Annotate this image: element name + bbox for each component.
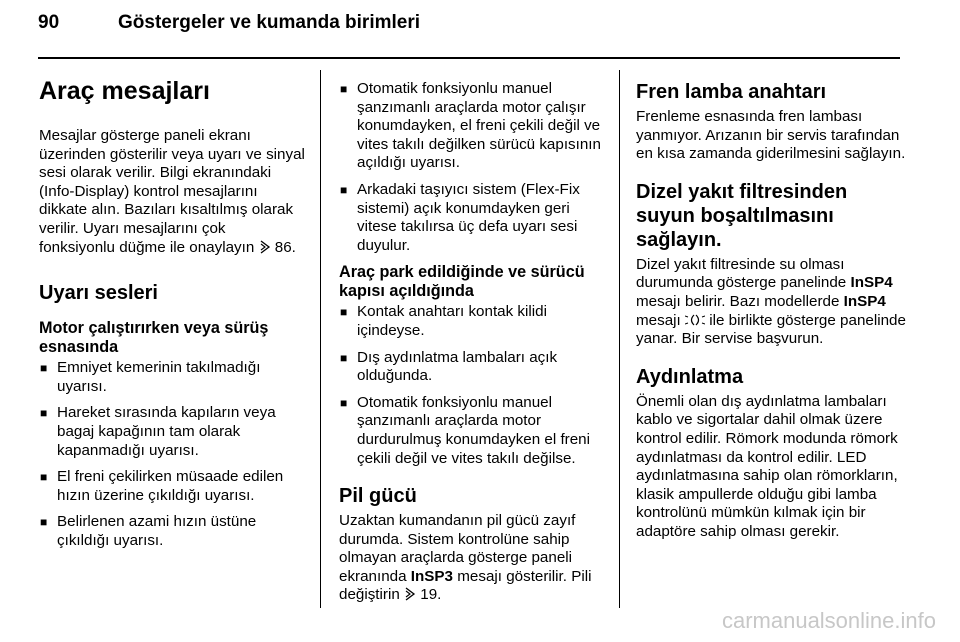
glow-plug-warning-icon <box>685 313 705 327</box>
section-title: Araç mesajları <box>39 77 210 105</box>
list-item: ■ Otomatik fonksiyonlu manuel şanzımanlı araçlarda motor durdurulmuş konumdayken el freni çekili değil ve vites takılı değilse. <box>339 394 609 468</box>
column-3 <box>636 80 906 542</box>
bullet-list <box>339 303 609 468</box>
bullet-list <box>339 80 609 255</box>
diesel-paragraph: Dizel yakıt filtresinde su olması durumunda gösterge panelinde InSP4 mesajı belirir. Bazı modellerde InSP4 mesajı ile birlikte gösterge panelinde yanar. Bir servise başvurun. <box>636 255 906 348</box>
list-item: ■ El freni çekilirken müsaade edilen hızın üzerine çıkıldığı uyarısı. <box>39 468 305 505</box>
display-code: InSP4 <box>843 292 886 310</box>
page-ref[interactable]: 86. <box>259 239 296 256</box>
column-2 <box>339 80 609 605</box>
page-number: 90 <box>38 12 60 33</box>
bullet-list <box>39 359 305 550</box>
list-item: ■ Emniyet kemerinin takılmadığı uyarısı. <box>39 359 305 396</box>
subsection-title: Fren lamba anahtarı <box>636 81 827 103</box>
page-reference-icon <box>404 587 416 601</box>
subheading: Araç park edildiğinde ve sürücü kapısı açıldığında <box>339 263 585 301</box>
list-item: ■ Kontak anahtarı kontak kilidi içindeyse. <box>339 303 609 340</box>
list-item: ■ Belirlenen azami hızın üstüne çıkıldığı uyarısı. <box>39 513 305 550</box>
lighting-paragraph: Önemli olan dış aydınlatma lambaları kablo ve sigortalar dahil olmak üzere kontrol edilir. Römork modunda römork aydınlatması da kontrol edilir. LED aydınlatmasına sahip olan römorkların, klasik ampullerde olduğu gibi lamba kontrolünü mümkün kılmak için bir adaptöre sahip olması gerekir. <box>636 392 898 540</box>
header-rule <box>38 57 900 59</box>
subheading: Motor çalıştırırken veya sürüş esnasında <box>39 319 269 357</box>
list-item: ■ Hareket sırasında kapıların veya bagaj kapağının tam olarak kapanmadığı uyarısı. <box>39 404 305 460</box>
watermark: carmanualsonline.info <box>721 608 936 633</box>
list-item: ■ Otomatik fonksiyonlu manuel şanzımanlı araçlarda motor çalışır konumdayken, el freni çekili değil ve vites takılı değilken sürücü kapısının açıldığı uyarısı. <box>339 80 609 173</box>
brake-paragraph: Frenleme esnasında fren lambası yanmıyor. Arızanın bir servis tarafından en kısa zamanda giderilmesini sağlayın. <box>636 108 906 163</box>
column-divider <box>619 70 620 608</box>
column-1 <box>39 70 305 559</box>
subsection-title: Uyarı sesleri <box>39 282 158 305</box>
display-code: InSP3 <box>410 567 454 585</box>
subsection-title: Dizel yakıt filtresinden suyun boşaltılmasını sağlayın. <box>636 180 848 251</box>
list-item: ■ Arkadaki taşıyıcı sistem (Flex-Fix sistemi) açık konumdayken geri vitese takılırsa üç defa uyarı sesi duyulur. <box>339 181 609 255</box>
page-reference-icon <box>259 240 271 254</box>
page-header-title: Göstergeler ve kumanda birimleri <box>118 12 421 33</box>
list-item: ■ Dış aydınlatma lambaları açık olduğunda. <box>339 349 609 386</box>
subsection-title: Aydınlatma <box>636 365 744 388</box>
intro-paragraph: Mesajlar gösterge paneli ekranı üzerinden gösterilir veya uyarı ve sinyal sesi olarak verilir. Bilgi ekranındaki (Info-Display) kontrol mesajlarını dikkate alın. Bazıları kısaltılmış olarak verilir. Uyarı mesajlarını çok fonksiyonlu düğme ile onaylayın 86. <box>39 127 305 256</box>
page-ref[interactable]: 19. <box>404 586 441 603</box>
column-divider <box>320 70 321 608</box>
subsection-title: Pil gücü <box>339 485 417 508</box>
battery-paragraph: Uzaktan kumandanın pil gücü zayıf durumda. Sistem kontrolüne sahip olmayan araçlarda gösterge paneli ekranında InSP3 mesajı gösterilir. Pili değiştirin 19. <box>339 512 592 604</box>
display-code: InSP4 <box>850 274 893 292</box>
